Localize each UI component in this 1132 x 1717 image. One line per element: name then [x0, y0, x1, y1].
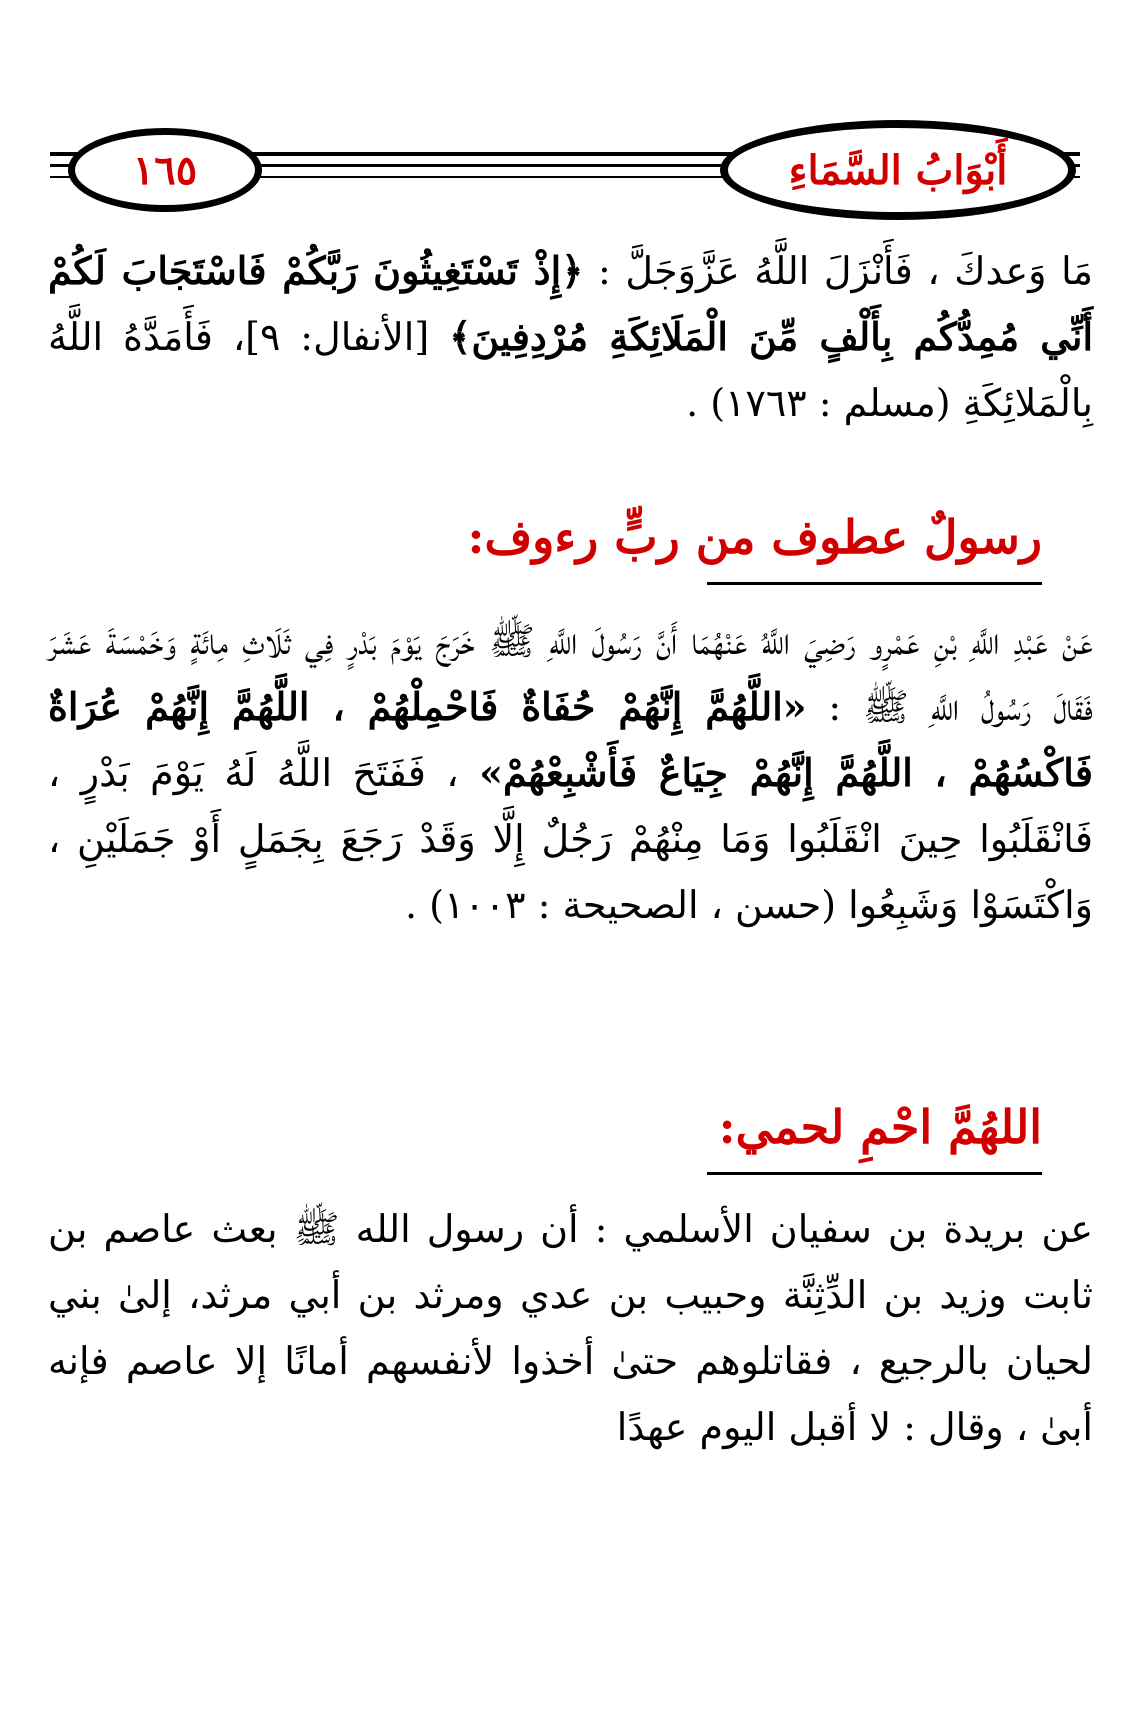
- quran-verse: ﴿إِذْ تَسْتَغِيثُونَ رَبَّكُمْ فَاسْتَجَابَ لَكُمْ أَنِّي مُمِدُّكُم بِأَلْفٍ مِّنَ الْمَلَائِكَةِ مُرْدِفِينَ﴾: [48, 248, 1093, 359]
- dua-text: «اللَّهُمَّ إِنَّهُمْ حُفَاةٌ فَاحْمِلْهُمْ ، اللَّهُمَّ إِنَّهُمْ عُرَاةٌ فَاكْسُهُمْ ، اللَّهُمَّ إِنَّهُمْ جِيَاعٌ فَأَشْبِعْهُمْ»: [48, 684, 1093, 795]
- chapter-title-oval: [720, 120, 1076, 220]
- paragraph-badr-verse: [48, 238, 1093, 436]
- hadith-intro: عَنْ عَبْدِ اللَّهِ بْنِ عَمْرٍو رَضِيَ اللَّهُ عَنْهُمَا أَنَّ رَسُولَ اللَّهِ ﷺ خَرَجَ يَوْمَ بَدْرٍ فِي ثَلَاثِ مِائَةٍ وَخَمْسَةَ عَشَرَ فَقَالَ رَسُولُ اللَّهِ ﷺ :: [48, 619, 1093, 729]
- section-title: رسولٌ عطوف من ربٍّ رءوف:: [467, 510, 1042, 564]
- section-title: اللهُمَّ احْمِ لحمي:: [718, 1100, 1042, 1154]
- hadith-rest: ، فَفَتَحَ اللَّهُ لَهُ يَوْمَ بَدْرٍ ، فَانْقَلَبُوا حِينَ انْقَلَبُوا وَمَا مِنْهُمْ رَجُلٌ إِلَّا وَقَدْ رَجَعَ بِجَمَلٍ أَوْ جَمَلَيْنِ ، وَاكْتَسَوْا وَشَبِعُوا (حسن ، الصحيحة : ١٠٠٣) .: [48, 751, 1093, 927]
- page-number: ١٦٥: [132, 146, 198, 194]
- text-after-verse: [الأنفال: ٩]، فَأَمَدَّهُ اللَّهُ بِالْمَلائِكَةِ (مسلم : ١٧٦٣) .: [48, 315, 1093, 425]
- chapter-title: أَبْوَابُ السَّمَاءِ: [788, 146, 1008, 194]
- narration-text: عن بريدة بن سفيان الأسلمي : أن رسول الله ﷺ بعث عاصم بن ثابت وزيد بن الدِّثِنَّة وحبيب بن عدي ومرثد بن أبي مرثد، إلىٰ بني لحيان بالرجيع ، فقاتلوهم حتىٰ أخذوا لأنفسهم أمانًا إلا عاصم فإنه أبىٰ ، وقال : لا أقبل اليوم عهدًا: [48, 1207, 1093, 1449]
- page-number-oval: [68, 128, 262, 212]
- text-before-verse: مَا وَعدكَ ، فَأَنْزَلَ اللَّهُ عَزَّوَجَلَّ :: [583, 249, 1093, 293]
- section-title-rule: [707, 582, 1042, 585]
- page-header: [40, 118, 1080, 218]
- section-title-rule: [707, 1172, 1042, 1175]
- paragraph-narration: [48, 1196, 1093, 1460]
- paragraph-hadith: [48, 608, 1093, 938]
